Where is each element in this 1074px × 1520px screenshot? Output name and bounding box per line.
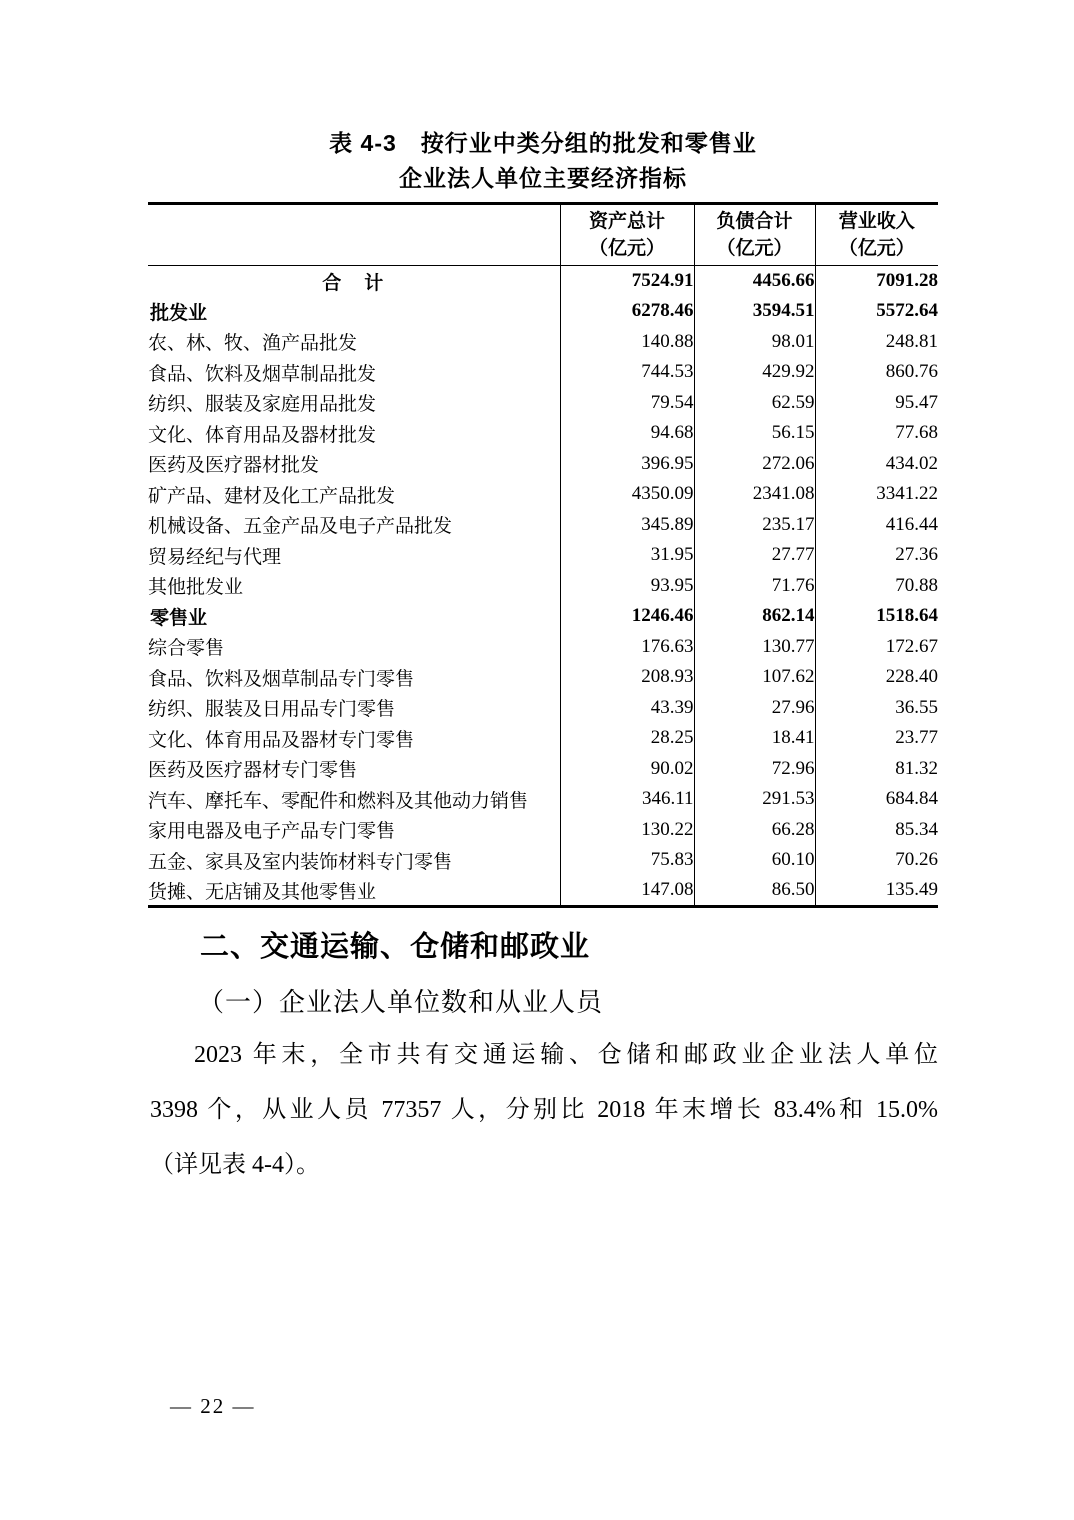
row-value: 346.11 xyxy=(560,784,694,815)
table-body xyxy=(148,266,938,907)
header-operating-revenue-title: 营业收入 xyxy=(838,211,915,232)
row-value: 228.40 xyxy=(815,662,938,693)
table-title xyxy=(148,126,938,196)
row-value: 70.88 xyxy=(815,571,938,602)
row-value: 62.59 xyxy=(694,388,815,419)
row-value: 345.89 xyxy=(560,510,694,541)
row-value: 130.22 xyxy=(560,815,694,846)
row-label: 机械设备、五金产品及电子产品批发 xyxy=(148,516,453,538)
row-value: 85.34 xyxy=(815,815,938,846)
row-label: 货摊、无店铺及其他零售业 xyxy=(148,881,377,903)
table-row xyxy=(148,449,938,480)
row-value: 235.17 xyxy=(694,510,815,541)
table-title-line1: 表 4-3 按行业中类分组的批发和零售业 xyxy=(329,130,757,156)
header-total-liabilities xyxy=(694,204,815,266)
table-row xyxy=(148,815,938,846)
section-subheading: （一）企业法人单位数和从业人员 xyxy=(198,988,604,1017)
row-label: 家用电器及电子产品专门零售 xyxy=(148,821,396,843)
row-value: 93.95 xyxy=(560,571,694,602)
row-value: 4350.09 xyxy=(560,479,694,510)
row-label: 贸易经纪与代理 xyxy=(148,546,282,568)
row-value: 27.36 xyxy=(815,540,938,571)
table-row xyxy=(148,296,938,327)
header-total-assets-unit: （亿元） xyxy=(588,238,665,259)
table-row xyxy=(148,266,938,297)
row-value: 66.28 xyxy=(694,815,815,846)
row-value: 60.10 xyxy=(694,845,815,876)
table-header-row xyxy=(148,204,938,266)
economic-indicators-table xyxy=(148,202,938,908)
row-value: 140.88 xyxy=(560,327,694,358)
table-row xyxy=(148,388,938,419)
row-value: 172.67 xyxy=(815,632,938,663)
row-value: 1246.46 xyxy=(560,601,694,632)
table-row xyxy=(148,418,938,449)
table-title-line2: 企业法人单位主要经济指标 xyxy=(399,165,687,191)
table-row xyxy=(148,540,938,571)
row-value: 95.47 xyxy=(815,388,938,419)
row-value: 36.55 xyxy=(815,693,938,724)
row-label: 纺织、服装及家庭用品批发 xyxy=(148,394,377,416)
row-label: 合 计 xyxy=(322,272,386,294)
row-label: 文化、体育用品及器材专门零售 xyxy=(148,729,415,751)
row-label: 纺织、服装及日用品专门零售 xyxy=(148,699,396,721)
row-value: 7091.28 xyxy=(815,266,938,297)
row-value: 130.77 xyxy=(694,632,815,663)
table-row xyxy=(148,357,938,388)
row-value: 135.49 xyxy=(815,876,938,907)
row-value: 396.95 xyxy=(560,449,694,480)
header-operating-revenue xyxy=(815,204,938,266)
row-value: 72.96 xyxy=(694,754,815,785)
row-label: 医药及医疗器材专门零售 xyxy=(148,760,358,782)
row-value: 248.81 xyxy=(815,327,938,358)
row-value: 94.68 xyxy=(560,418,694,449)
row-label: 食品、饮料及烟草制品专门零售 xyxy=(148,668,415,690)
table-row xyxy=(148,784,938,815)
row-value: 43.39 xyxy=(560,693,694,724)
header-total-liabilities-unit: （亿元） xyxy=(716,238,793,259)
row-value: 176.63 xyxy=(560,632,694,663)
table-row xyxy=(148,662,938,693)
row-value: 744.53 xyxy=(560,357,694,388)
row-value: 416.44 xyxy=(815,510,938,541)
row-label: 五金、家具及室内装饰材料专门零售 xyxy=(148,851,453,873)
row-label: 汽车、摩托车、零配件和燃料及其他动力销售 xyxy=(148,790,529,812)
row-value: 429.92 xyxy=(694,357,815,388)
row-value: 27.77 xyxy=(694,540,815,571)
row-value: 684.84 xyxy=(815,784,938,815)
row-value: 107.62 xyxy=(694,662,815,693)
header-total-assets xyxy=(560,204,694,266)
table-row xyxy=(148,479,938,510)
row-value: 272.06 xyxy=(694,449,815,480)
row-label: 食品、饮料及烟草制品批发 xyxy=(148,363,377,385)
table-row xyxy=(148,723,938,754)
row-value: 31.95 xyxy=(560,540,694,571)
page-number: — 22 — xyxy=(170,1394,256,1418)
table-row xyxy=(148,693,938,724)
row-label: 医药及医疗器材批发 xyxy=(148,455,320,477)
row-value: 77.68 xyxy=(815,418,938,449)
row-value: 27.96 xyxy=(694,693,815,724)
row-value: 3341.22 xyxy=(815,479,938,510)
row-value: 862.14 xyxy=(694,601,815,632)
row-value: 71.76 xyxy=(694,571,815,602)
header-empty-cell xyxy=(148,204,560,266)
row-value: 28.25 xyxy=(560,723,694,754)
row-value: 56.15 xyxy=(694,418,815,449)
row-value: 81.32 xyxy=(815,754,938,785)
table-row xyxy=(148,754,938,785)
row-value: 7524.91 xyxy=(560,266,694,297)
row-value: 1518.64 xyxy=(815,601,938,632)
row-value: 79.54 xyxy=(560,388,694,419)
table-row xyxy=(148,601,938,632)
row-value: 6278.46 xyxy=(560,296,694,327)
row-value: 90.02 xyxy=(560,754,694,785)
table-row xyxy=(148,845,938,876)
row-value: 208.93 xyxy=(560,662,694,693)
row-value: 86.50 xyxy=(694,876,815,907)
row-value: 70.26 xyxy=(815,845,938,876)
paragraph-line: 3398 个，从业人员 77357 人，分别比 2018 年末增长 83.4%和 15.0% xyxy=(150,1097,938,1123)
row-value: 23.77 xyxy=(815,723,938,754)
row-value: 860.76 xyxy=(815,357,938,388)
table-row xyxy=(148,327,938,358)
row-label: 批发业 xyxy=(150,302,208,324)
header-total-assets-title: 资产总计 xyxy=(588,211,665,232)
row-value: 18.41 xyxy=(694,723,815,754)
row-label: 零售业 xyxy=(150,607,208,629)
header-operating-revenue-unit: （亿元） xyxy=(838,238,915,259)
row-label: 其他批发业 xyxy=(148,577,244,599)
paragraph-line: 2023 年末，全市共有交通运输、仓储和邮政业企业法人单位 xyxy=(194,1042,938,1068)
row-value: 3594.51 xyxy=(694,296,815,327)
table-row xyxy=(148,632,938,663)
row-value: 291.53 xyxy=(694,784,815,815)
table-row xyxy=(148,510,938,541)
row-label: 矿产品、建材及化工产品批发 xyxy=(148,485,396,507)
table-row xyxy=(148,876,938,907)
row-label: 文化、体育用品及器材批发 xyxy=(148,424,377,446)
row-value: 147.08 xyxy=(560,876,694,907)
row-value: 2341.08 xyxy=(694,479,815,510)
header-total-liabilities-title: 负债合计 xyxy=(716,211,793,232)
row-value: 5572.64 xyxy=(815,296,938,327)
row-label: 农、林、牧、渔产品批发 xyxy=(148,333,358,355)
section-heading: 二、交通运输、仓储和邮政业 xyxy=(200,931,591,963)
row-value: 434.02 xyxy=(815,449,938,480)
row-value: 4456.66 xyxy=(694,266,815,297)
row-value: 98.01 xyxy=(694,327,815,358)
row-label: 综合零售 xyxy=(148,638,225,660)
table-row xyxy=(148,571,938,602)
body-paragraph xyxy=(150,1028,938,1193)
paragraph-line: （详见表 4-4）。 xyxy=(150,1152,320,1178)
row-value: 75.83 xyxy=(560,845,694,876)
